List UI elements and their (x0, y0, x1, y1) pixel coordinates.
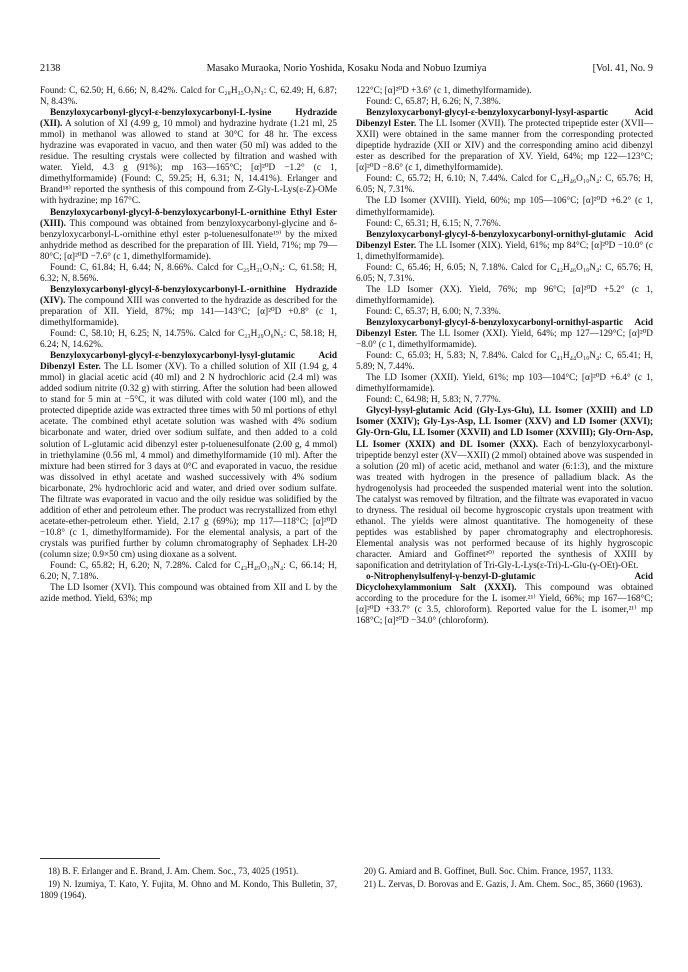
footnotes-right (356, 866, 653, 892)
compound-heading: o-Nitrophenylsulfenyl-γ-benzyl-D-glutamic Acid Dicyclohexylammonium Salt (XXXI). (356, 572, 653, 594)
running-header (40, 62, 653, 76)
compound-heading: Benzyloxycarbonyl-glycyl-ε-benzyloxycarbonyl-lysyl-glutamic Acid Dibenzyl Ester. (40, 351, 337, 373)
paragraph-text: The LD Isomer (XXII). Yield, 61%; mp 103—104°C; [α]²⁰D +6.4° (c 1, dimethylformamide). (356, 373, 653, 395)
paragraph-text: The LL Isomer (XIX). Yield, 61%; mp 84°C; [α]²⁰D −10.0° (c 1, dimethylformamide). (356, 240, 653, 262)
author-line: Masako Muraoka, Norio Yoshida, Kosaku Noda and Nobuo Izumiya (206, 63, 487, 74)
paragraph-text: Found: C, 65.82; H, 6.20; N, 7.28%. Calcd for C₄₃H₄₉O₁₀N₄: C, 66.14; H, 6.20; N, 7.18%. (40, 561, 337, 583)
compound-heading: Glycyl-lysyl-glutamic Acid (Gly-Lys-Glu), LL Isomer (XXIII) and LD Isomer (XXIV); Gly-Lys-Asp, LL Isomer (XXV) and LD Isomer (XXVI); Gly-Orn-Glu, LL Isomer (XXVII) and LD Isomer (XXVIII); Gly-Orn-Asp, LL Isomer (XXIX) and DL Isomer (XXX). (356, 406, 653, 450)
paragraph-text: A solution of XI (4.99 g, 10 mmol) and hydrazine hydrate (1.21 ml, 25 mmol) in methanol was allowed to stand at 30°C for 48 hr. The excess hydrazine was evaporated in vacuo, and then water (50 ml) was added to the residue. The resulting crystals were collected by filtration and washed with water. Yield, 4.3 g (91%); mp 163—165°C; [α]²⁰D −1.2° (c 1, dimethylformamide) (Found: C, 59.25; H, 6.31; N, 14.41%). Erlanger and Brand¹⁸⁾ reported the synthesis of this compound from Z-Gly-L-Lys(ε-Z)-OMe with hydrazine; mp 167°C. (40, 119, 337, 207)
section-paragraph (356, 108, 653, 174)
body-paragraph (356, 285, 653, 307)
footnote: 20) G. Amiard and B. Goffinet, Bull. Soc. Chim. France, 1957, 1133. (364, 866, 613, 876)
section-paragraph (356, 318, 653, 351)
paragraph-text: This compound was obtained from benzyloxycarbonyl-glycine and δ-benzyloxycarbonyl-L-ornithine ethyl ester p-toluenesulfonate¹⁹⁾ by the mixed anhydride method as described for the preparation of III. Yield, 71%; mp 79—80°C; [α]²⁰D −7.6° (c 1, dimethylformamide). (40, 218, 337, 262)
body-paragraph (356, 219, 653, 230)
paragraph-text: Found: C, 65.87; H, 6.26; N, 7.38%. (366, 97, 501, 108)
body-paragraph (356, 307, 653, 318)
paragraph-text: This compound was obtained according to the procedure for the L isomer.²¹⁾ Yield, 66%; mp 167—168°C; [α]²⁰D +33.7° (c 3.5, chloroform). Reported value for the L isomer,²¹⁾ mp 168°C; [α]²⁰D −34.0° (chloroform). (356, 583, 653, 627)
body-paragraph (356, 395, 653, 406)
footnote: 18) B. F. Erlanger and E. Brand, J. Am. Chem. Soc., 73, 4025 (1951). (48, 866, 299, 876)
compound-heading: Benzyloxycarbonyl-glycyl-δ-benzyloxycarbonyl-L-ornithine Hydrazide (XIV). (40, 284, 337, 306)
paragraph-text: The LL Isomer (XXI). Yield, 64%; mp 127—129°C; [α]²⁰D −8.0° (c 1, dimethylformamide). (356, 329, 653, 351)
right-column (356, 86, 653, 627)
section-paragraph (356, 406, 653, 572)
paragraph-text: The LL Isomer (XV). To a chilled solution of XII (1.94 g, 4 mmol) in glacial acetic acid (40 ml) and 2 N hydrochloric acid (2.4 ml) was added sodium nitrite (0.32 g) with stirring. After the solution had been allowed to stand for 5 min at −5°C, it was diluted with cold water (100 ml), and the protected dipeptide azide was extracted three times with 50 ml portions of ethyl acetate. The combined ethyl acetate solution was washed with 4% sodium bicarbonate and water, dried over sodium sulfate, and then added to a cold solution of L-glutamic acid dibenzyl ester p-toluenesulfonate (2.00 g, 4 mmol) in triethylamine (0.56 ml, 4 mmol) and dimethylformamide (10 ml). After the mixture had been stirred for 3 days at 0°C and evaporated in vacuo, the residue was dissolved in ethyl acetate and washed successively with 4% sodium bicarbonate, 2% hydrochloric acid and water, and dried over sodium sulfate. The filtrate was evaporated in vacuo and the oily residue was solidified by the addition of ether and petroleum ether. The product was recrystallized from ethyl acetate-ether-petroleum ether. Yield, 2.17 g (69%); mp 117—118°C; [α]²⁰D −10.8° (c 1, dimethylformamide). For the elemental analysis, a part of the crystals was purified further by column chromatography of Sephadex LH-20 (column size; 0.9×50 cm) using dioxane as a solvent. (40, 362, 337, 560)
body-paragraph (356, 373, 653, 395)
compound-heading: Benzyloxycarbonyl-glycyl-ε-benzyloxycarbonyl-lysyl-aspartic Acid Dibenzyl Ester. (356, 108, 653, 130)
volume-info: [Vol. 41, No. 9 (592, 63, 653, 74)
footnote-rule (40, 858, 160, 859)
paragraph-text: The LD Isomer (XX). Yield, 76%; mp 96°C; [α]²⁰D +5.2° (c 1, dimethylformamide). (356, 284, 653, 306)
paragraph-text: The LD Isomer (XVIII). Yield, 60%; mp 105—106°C; [α]²⁰D +6.2° (c 1, dimethylformamide). (356, 196, 653, 218)
footnote: 21) L. Zervas, D. Borovas and E. Gazis, J. Am. Chem. Soc., 85, 3660 (1963). (364, 879, 643, 890)
compound-heading: Benzyloxycarbonyl-glycyl-δ-benzyloxycarbonyl-ornithyl-glutamic Acid Dibenzyl Ester. (356, 229, 653, 251)
section-paragraph (356, 572, 653, 627)
body-paragraph (40, 329, 337, 351)
body-paragraph (40, 583, 337, 605)
section-paragraph (40, 208, 337, 263)
body-paragraph (356, 196, 653, 218)
footnote: 19) N. Izumiya, T. Kato, Y. Fujita, M. Ohno and M. Kondo, This Bulletin, 37, 1809 (1964). (40, 879, 337, 901)
paragraph-text: Each of benzyloxycarbonyl-tripeptide benzyl ester (XV—XXII) (2 mmol) obtained above was suspended in a solution (20 ml) of acetic acid, methanol and water (6:1:3), and the mixture was treated with hydrogen in the presence of palladium black. As the hydrogenolysis had proceeded the suspended material went into the solution. The catalyst was removed by filtration, and the filtrate was evaporated in vacuo to dryness. The residual oil become hygroscopic crystals upon treatment with ethanol. The yields were almost quantitative. The homogeneity of these peptides was established by paper chromatography and electrophoresis. Elemental analysis was not performed because of its highly hygroscopic character. Amiard and Goffinet²⁰⁾ reported the synthesis of XXIII by saponification and detritylation of Tri-Gly-L-Lys(ε-Tri)-L-Glu-(γ-OEt)-OEt. (356, 439, 654, 572)
paragraph-text: Found: C, 65.37; H, 6.00; N, 7.33%. (366, 306, 501, 317)
section-paragraph (40, 108, 337, 207)
body-paragraph (40, 561, 337, 583)
body-paragraph (40, 86, 337, 108)
paragraph-text: Found: C, 64.98; H, 5.83; N, 7.77%. (366, 395, 501, 406)
body-paragraph (356, 86, 653, 97)
paragraph-text: Found: C, 58.10; H, 6.25; N, 14.75%. Calcd for C₂₃H₂₉O₆N₅: C, 58.18; H, 6.24; N, 14.62%. (40, 329, 337, 351)
paragraph-text: Found: C, 61.84; H, 6.44; N, 8.66%. Calcd for C₂₅H₃₁O₇N₃: C, 61.58; H, 6.32; N, 8.56%. (40, 262, 337, 284)
paragraph-text: The LL Isomer (XVII). The protected tripeptide ester (XVII—XXII) were obtained in the same manner from the corresponding protected dipeptide hydrazide (XII or XIV) and the corresponding amino acid dibenzyl ester as described for the preparation of XV. Yield, 64%; mp 122—123°C; [α]²⁰D −8.6° (c 1, dimethylformamide). (356, 119, 653, 174)
paragraph-text: The LD Isomer (XVI). This compound was obtained from XII and L by the azide method. Yield, 63%; mp (40, 583, 337, 605)
compound-heading: Benzyloxycarbonyl-glycyl-δ-benzyloxycarbonyl-L-ornithine Ethyl Ester (XIII). (40, 207, 337, 229)
body-paragraph (356, 174, 653, 196)
section-paragraph (40, 351, 337, 561)
footnotes-left (40, 866, 337, 904)
compound-heading: Benzyloxycarbonyl-glycyl-δ-benzyloxycarbonyl-ornithyl-aspartic Acid Dibenzyl Ester. (356, 317, 653, 340)
section-paragraph (40, 285, 337, 329)
paragraph-text: Found: C, 65.46; H, 6.05; N, 7.18%. Calcd for C₄₂H₄₆O₁₀N₄: C, 65.76; H, 6.05; N, 7.31%. (356, 262, 653, 284)
body-paragraph (356, 263, 653, 285)
paragraph-text: The compound XIII was converted to the hydrazide as described for the preparation of XII. Yield, 87%; mp 141—143°C; [α]²⁰D +0.8° (c 1, dimethylformamide). (40, 295, 337, 328)
page-number: 2138 (40, 63, 61, 74)
paragraph-text: 122°C; [α]²⁰D +3.6° (c 1, dimethylformamide). (356, 86, 532, 96)
body-paragraph (356, 351, 653, 373)
paragraph-text: Found: C, 62.50; H, 6.66; N, 8.42%. Calcd for C₂₈H₃₅O₇N₃: C, 62.49; H, 6.87; N, 8.43%. (40, 86, 337, 108)
body-paragraph (40, 263, 337, 285)
left-column (40, 86, 337, 605)
section-paragraph (356, 230, 653, 263)
paragraph-text: Found: C, 65.31; H, 6.15; N, 7.76%. (366, 218, 501, 229)
compound-heading: Benzyloxycarbonyl-glycyl-ε-benzyloxycarbonyl-L-lysine Hydrazide (XII). (40, 108, 337, 130)
paragraph-text: Found: C, 65.72; H, 6.10; N, 7.44%. Calcd for C₄₂H₄₆O₁₀N₄: C, 65.76; H, 6.05; N, 7.31%. (356, 174, 653, 196)
paragraph-text: Found: C, 65.03; H, 5.83; N, 7.84%. Calcd for C₄₁H₄₄O₁₀N₄: C, 65.41; H, 5.89; N, 7.44%. (356, 351, 653, 373)
body-paragraph (356, 97, 653, 108)
